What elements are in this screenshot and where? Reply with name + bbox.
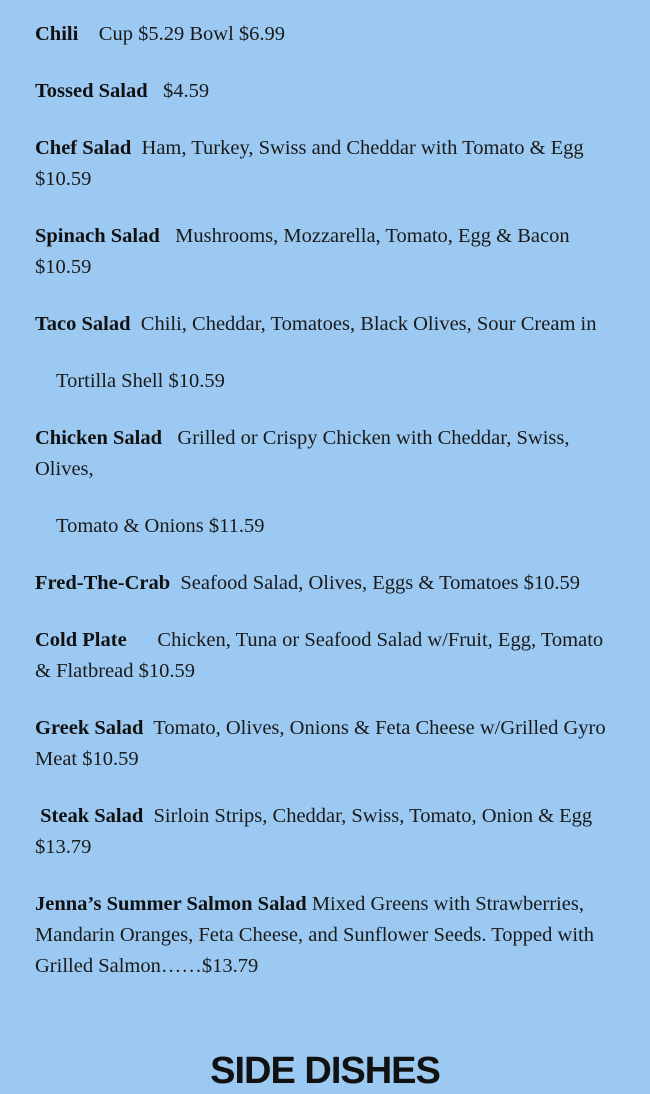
item-description: Seafood Salad, Olives, Eggs & Tomatoes $10.59 bbox=[180, 572, 580, 594]
section-heading: SIDE DISHES bbox=[210, 1050, 440, 1092]
menu-item-continuation: Tomato & Onions $11.59 bbox=[56, 515, 265, 537]
menu-list bbox=[35, 19, 620, 1008]
item-description: Sirloin Strips, Cheddar, Swiss, Tomato, Onion & Egg $13.79 bbox=[35, 805, 593, 858]
menu-item-cold-plate bbox=[35, 625, 620, 687]
menu-item-chili bbox=[35, 19, 620, 50]
item-name: Chicken Salad bbox=[35, 427, 163, 449]
menu-item-chef-salad bbox=[35, 133, 620, 195]
menu-item-greek-salad bbox=[35, 713, 620, 775]
menu-item-chicken-salad bbox=[35, 423, 620, 485]
item-description: Mixed Greens with Strawberries, Mandarin Oranges, Feta Cheese, and Sunflower Seeds. Topped with Grilled Salmon……$13.79 bbox=[35, 893, 594, 977]
item-description: Tomato, Olives, Onions & Feta Cheese w/Grilled Gyro Meat $10.59 bbox=[35, 717, 606, 770]
menu-item-spinach-salad bbox=[35, 221, 620, 283]
item-description: Cup $5.29 Bowl $6.99 bbox=[98, 23, 286, 45]
item-name: Taco Salad bbox=[35, 313, 131, 335]
item-name: Fred-The-Crab bbox=[35, 572, 171, 594]
item-description: Grilled or Crispy Chicken with Cheddar, Swiss, Olives, bbox=[35, 427, 570, 480]
item-name: Chef Salad bbox=[35, 137, 132, 159]
item-description: Ham, Turkey, Swiss and Cheddar with Tomato & Egg $10.59 bbox=[35, 137, 584, 190]
menu-item-steak-salad bbox=[35, 801, 620, 863]
item-description: Mushrooms, Mozzarella, Tomato, Egg & Bacon $10.59 bbox=[35, 225, 570, 278]
item-name: Chili bbox=[35, 23, 79, 45]
item-name: Spinach Salad bbox=[35, 225, 160, 247]
menu-item-taco-salad bbox=[35, 309, 620, 340]
item-description: Chili, Cheddar, Tomatoes, Black Olives, Sour Cream in bbox=[140, 313, 597, 335]
menu-item-continuation: Tortilla Shell $10.59 bbox=[56, 370, 225, 392]
menu-item-fred-the-crab bbox=[35, 568, 620, 599]
item-description: $4.59 bbox=[163, 80, 210, 102]
item-name: Tossed Salad bbox=[35, 80, 148, 102]
menu-item-tossed-salad bbox=[35, 76, 620, 107]
item-name: Cold Plate bbox=[35, 629, 127, 651]
item-name: Steak Salad bbox=[40, 805, 144, 827]
item-name: Greek Salad bbox=[35, 717, 144, 739]
menu-item-salmon-salad bbox=[35, 889, 620, 982]
item-description: Chicken, Tuna or Seafood Salad w/Fruit, Egg, Tomato & Flatbread $10.59 bbox=[35, 629, 604, 682]
item-name: Jenna’s Summer Salmon Salad bbox=[35, 893, 307, 915]
